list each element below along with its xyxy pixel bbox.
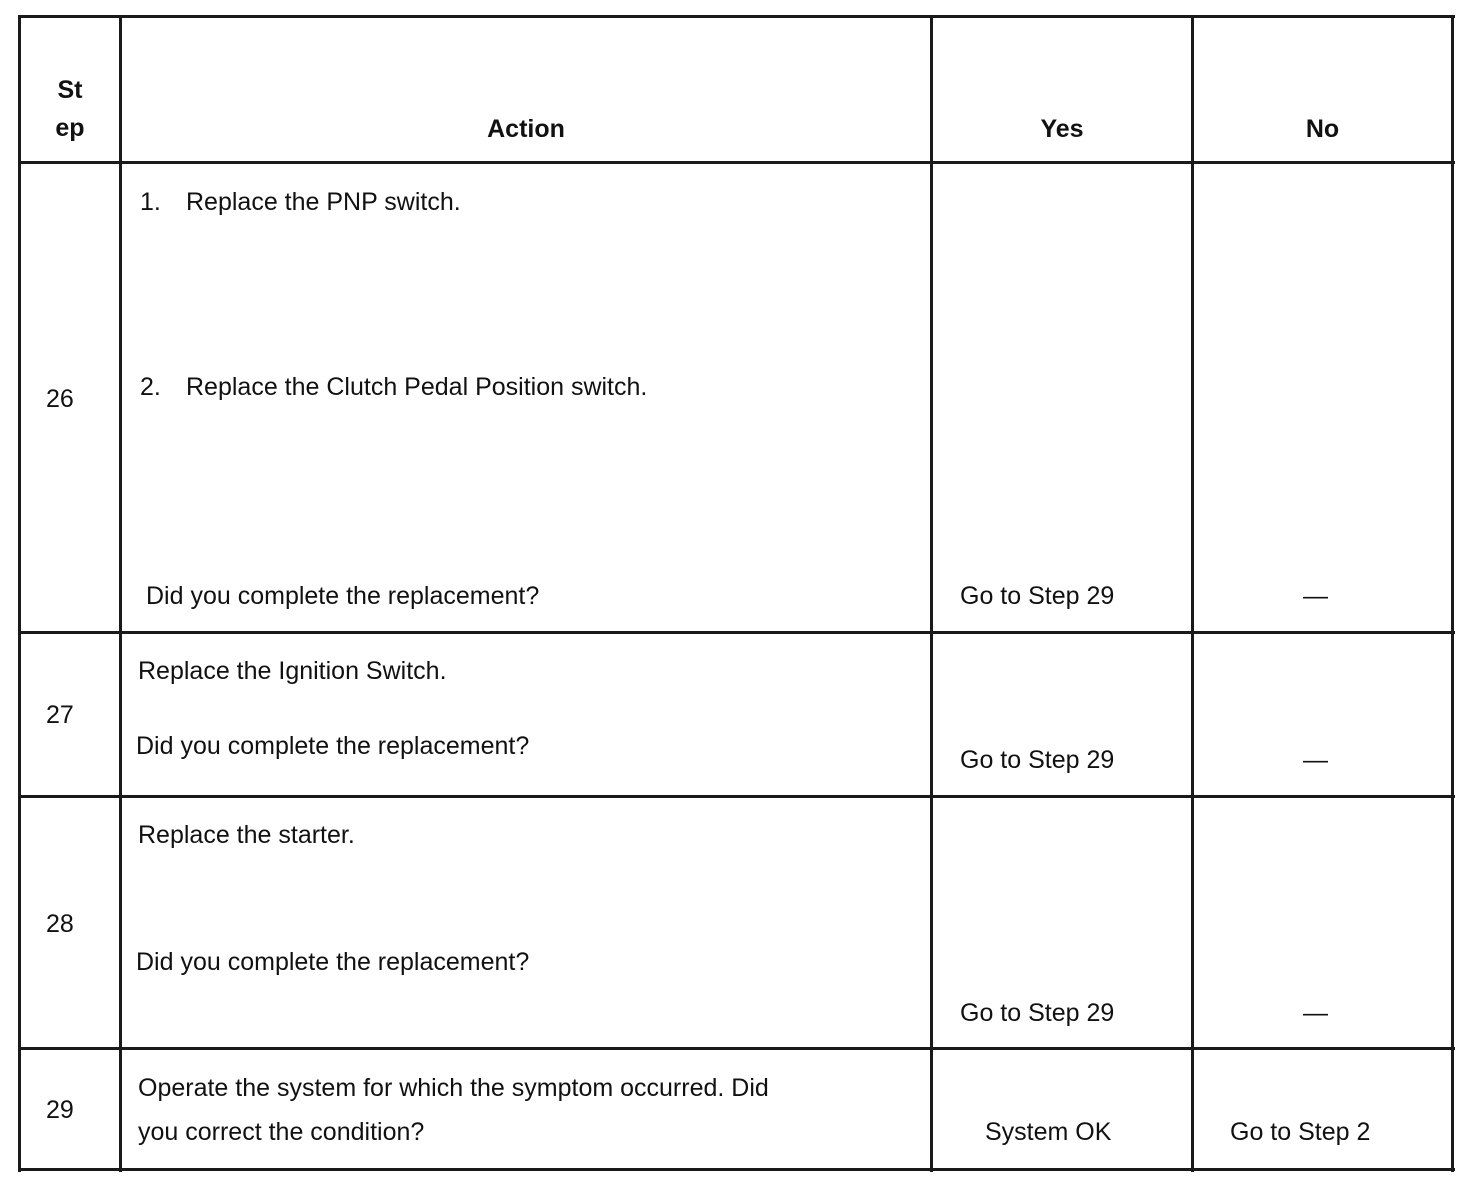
- table-border-right: [1451, 16, 1454, 1172]
- row-29-action-line-2: you correct the condition?: [138, 1118, 425, 1146]
- row-28-action: Replace the starter.: [138, 821, 355, 849]
- list-text: Replace the Clutch Pedal Position switch.: [186, 373, 648, 401]
- header-divider: [18, 161, 1455, 164]
- column-divider: [930, 16, 933, 1172]
- row-28-step: 28: [46, 910, 74, 938]
- column-divider: [119, 16, 122, 1172]
- row-divider: [18, 631, 1455, 634]
- row-27-question: Did you complete the replacement?: [136, 732, 530, 760]
- row-divider: [18, 1047, 1455, 1050]
- header-step: [21, 71, 119, 147]
- list-text: Replace the PNP switch.: [186, 188, 461, 216]
- row-27-step: 27: [46, 701, 74, 729]
- header-step-line2: ep: [55, 114, 85, 142]
- row-26-no: —: [1303, 582, 1328, 610]
- row-27-no: —: [1303, 746, 1328, 774]
- row-27-action: Replace the Ignition Switch.: [138, 657, 447, 685]
- table-border-top: [18, 15, 1455, 18]
- row-28-yes: Go to Step 29: [960, 999, 1115, 1027]
- table-border-bottom: [18, 1168, 1455, 1171]
- row-29-step: 29: [46, 1096, 74, 1124]
- row-27-yes: Go to Step 29: [960, 746, 1115, 774]
- row-29-yes: System OK: [985, 1118, 1112, 1146]
- row-29-action-line-1: Operate the system for which the symptom occurred. Did: [138, 1074, 769, 1102]
- header-no: No: [1305, 115, 1340, 143]
- row-26-action-item-2: [140, 372, 647, 402]
- table-border-left: [18, 16, 21, 1172]
- header-step-line1: St: [57, 76, 83, 104]
- row-26-yes: Go to Step 29: [960, 582, 1115, 610]
- header-yes: Yes: [1040, 115, 1084, 143]
- row-28-no: —: [1303, 999, 1328, 1027]
- header-action: Action: [487, 115, 565, 143]
- list-number: 2.: [140, 373, 161, 401]
- row-26-action-item-1: [140, 187, 461, 217]
- row-28-question: Did you complete the replacement?: [136, 948, 530, 976]
- row-29-no: Go to Step 2: [1230, 1118, 1371, 1146]
- row-26-step: 26: [46, 385, 74, 413]
- list-number: 1.: [140, 188, 161, 216]
- row-divider: [18, 795, 1455, 798]
- row-26-question: Did you complete the replacement?: [146, 582, 540, 610]
